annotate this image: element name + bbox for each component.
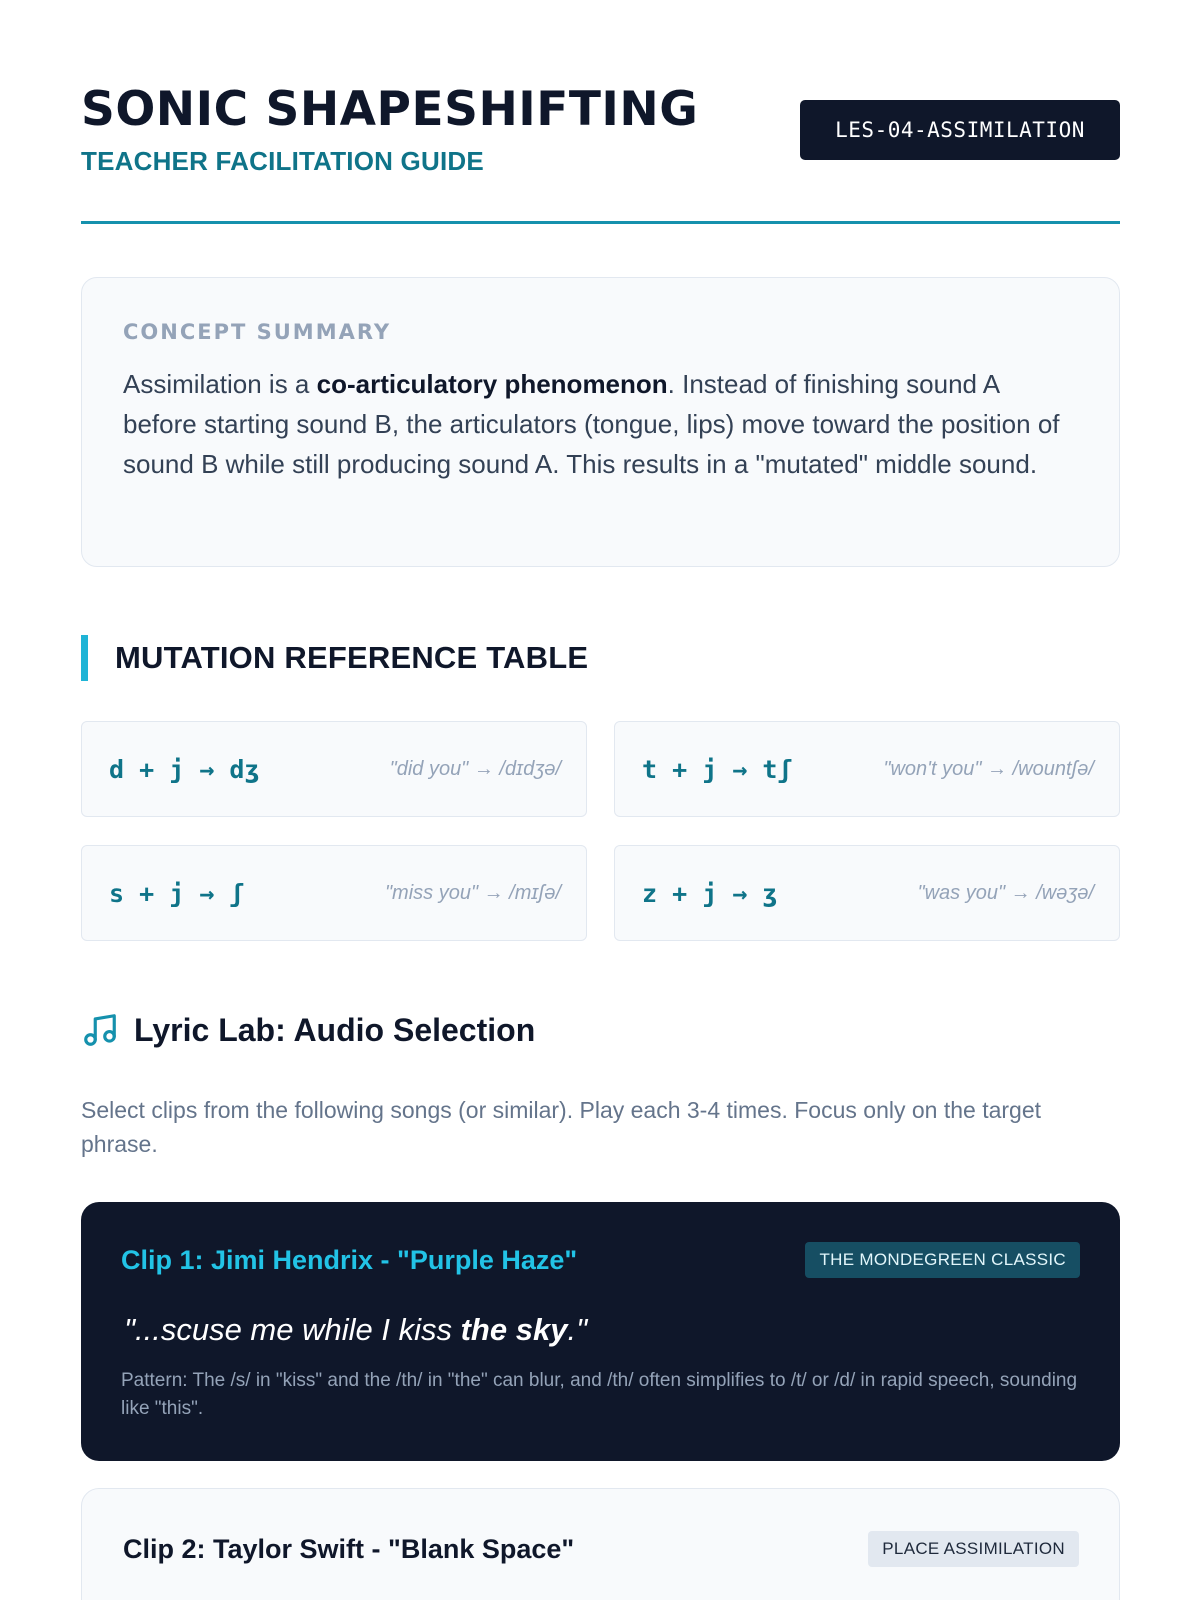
mutation-rule-card <box>614 721 1120 817</box>
rule-example: "was you" → /wəʒə/ <box>917 881 1094 904</box>
rule-formula: z + j → ʒ <box>642 878 778 908</box>
rule-example: "miss you" → /mɪʃə/ <box>384 881 561 904</box>
header <box>81 0 1120 224</box>
concept-summary-label: CONCEPT SUMMARY <box>123 320 392 344</box>
clip-category-badge: PLACE ASSIMILATION <box>868 1531 1079 1567</box>
clip-title: Clip 1: Jimi Hendrix - "Purple Haze" <box>121 1245 578 1275</box>
quote-target-phrase: the sky <box>460 1312 568 1347</box>
mutation-rule-card <box>81 845 587 941</box>
rule-example: "did you" → /dɪdʒə/ <box>389 757 561 780</box>
quote-end: ." <box>567 1312 588 1347</box>
facilitation-guide-page <box>81 0 1120 1564</box>
summary-text-emphasis: co-articulatory phenomenon <box>316 369 668 399</box>
clip-card-featured <box>81 1202 1120 1461</box>
rule-formula: d + j → dʒ <box>109 754 260 784</box>
summary-text-start: Assimilation is a <box>123 369 317 399</box>
music-note-icon <box>81 1011 119 1049</box>
summary-text-end: . Instead of finishing sound A before starting sound B, the articulators (tongue, lips) move toward the position of sound B while still producing sound A. This results in a "mutated" middle sound. <box>123 369 1060 479</box>
page-title: SONIC SHAPESHIFTING <box>81 82 699 137</box>
mutation-table-heading <box>81 635 588 681</box>
rule-example: "won't you" → /wountʃə/ <box>883 757 1094 780</box>
lyric-lab-heading-text: Lyric Lab: Audio Selection <box>134 1011 536 1048</box>
clip-lyric-quote <box>124 1312 587 1348</box>
rule-formula: t + j → tʃ <box>642 754 793 784</box>
clip-card <box>81 1488 1120 1600</box>
lesson-code-badge: LES-04-ASSIMILATION <box>800 100 1120 160</box>
page-subtitle: TEACHER FACILITATION GUIDE <box>81 146 484 176</box>
lyric-lab-intro: Select clips from the following songs (or similar). Play each 3-4 times. Focus only on the target phrase. <box>81 1097 1042 1157</box>
mutation-rule-card <box>81 721 587 817</box>
mutation-table-heading-text: MUTATION REFERENCE TABLE <box>115 640 589 675</box>
mutation-rule-card <box>614 845 1120 941</box>
concept-summary-text <box>123 364 1079 484</box>
clip-title: Clip 2: Taylor Swift - "Blank Space" <box>123 1534 575 1564</box>
clip-category-badge: THE MONDEGREEN CLASSIC <box>805 1242 1080 1278</box>
clip-pattern-note: Pattern: The /s/ in "kiss" and the /th/ in "the" can blur, and /th/ often simplifies to /t/ or /d/ in rapid speech, sounding like "this". <box>121 1370 1078 1419</box>
rule-formula: s + j → ʃ <box>109 878 245 908</box>
lyric-lab-heading <box>81 1008 535 1052</box>
quote-start: "...scuse me while I kiss <box>124 1312 461 1347</box>
concept-summary-card <box>81 277 1120 567</box>
